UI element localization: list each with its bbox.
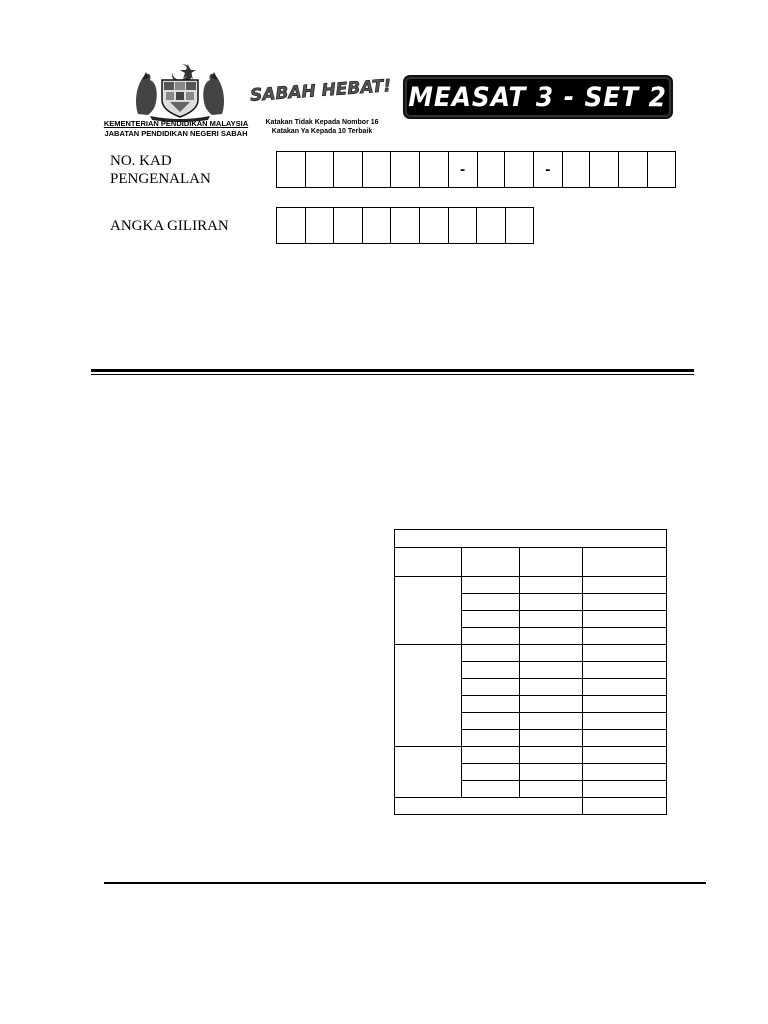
ministry-name: KEMENTERIAN PENDIDIKAN MALAYSIA xyxy=(103,119,249,128)
section-cell xyxy=(395,577,462,645)
table-cell xyxy=(462,594,520,611)
exam-title-banner xyxy=(403,75,673,119)
index-digit-box[interactable] xyxy=(363,208,392,243)
table-cell xyxy=(520,594,583,611)
table-cell xyxy=(520,611,583,628)
table-cell[interactable] xyxy=(583,713,667,730)
table-cell xyxy=(462,747,520,764)
table-row xyxy=(395,747,667,764)
table-cell[interactable] xyxy=(583,679,667,696)
sabah-hebat-logo-text: SABAH HEBAT! xyxy=(249,76,392,106)
ic-number-boxes xyxy=(276,151,676,188)
section-divider-thin xyxy=(91,374,694,375)
table-cell[interactable] xyxy=(583,730,667,747)
table-cell xyxy=(520,713,583,730)
section-cell xyxy=(395,645,462,747)
ic-number-label-line-2: PENGENALAN xyxy=(110,171,211,187)
index-digit-box[interactable] xyxy=(506,208,535,243)
table-header-cell xyxy=(520,548,583,577)
table-cell xyxy=(520,679,583,696)
index-digit-box[interactable] xyxy=(449,208,478,243)
ic-number-label-line-1: NO. KAD xyxy=(110,153,172,169)
table-cell xyxy=(462,662,520,679)
table-cell[interactable] xyxy=(583,645,667,662)
table-header-cell xyxy=(583,548,667,577)
table-cell xyxy=(520,747,583,764)
table-header-row xyxy=(395,548,667,577)
section-divider-thick xyxy=(91,369,694,372)
table-total-row xyxy=(395,798,667,815)
table-cell[interactable] xyxy=(583,747,667,764)
table-cell xyxy=(462,679,520,696)
ic-digit-box[interactable] xyxy=(306,152,335,187)
table-row xyxy=(395,645,667,662)
table-cell xyxy=(462,628,520,645)
table-cell xyxy=(520,577,583,594)
ic-separator: - xyxy=(460,161,466,178)
table-cell xyxy=(520,645,583,662)
table-cell[interactable] xyxy=(583,611,667,628)
ic-digit-box[interactable] xyxy=(648,152,677,187)
table-cell[interactable] xyxy=(583,577,667,594)
ic-digit-box[interactable] xyxy=(562,152,591,187)
slogan-line-1: Katakan Tidak Kepada Nombor 16 xyxy=(265,119,379,126)
table-cell xyxy=(462,577,520,594)
table-cell xyxy=(462,781,520,798)
table-cell xyxy=(462,611,520,628)
index-digit-box[interactable] xyxy=(306,208,335,243)
index-digit-box[interactable] xyxy=(420,208,449,243)
footer-divider xyxy=(104,882,706,884)
table-cell xyxy=(520,781,583,798)
ic-digit-box[interactable] xyxy=(477,152,506,187)
index-digit-box[interactable] xyxy=(391,208,420,243)
table-cell xyxy=(520,696,583,713)
exam-title: MEASAT 3 - SET 2 xyxy=(408,81,668,113)
ic-digit-box[interactable] xyxy=(277,152,306,187)
score-table xyxy=(394,529,667,815)
index-digit-box[interactable] xyxy=(334,208,363,243)
total-label-cell xyxy=(395,798,583,815)
sabah-hebat-logo xyxy=(249,66,392,122)
ic-digit-box[interactable] xyxy=(334,152,363,187)
table-header-cell xyxy=(462,548,520,577)
malaysia-coat-of-arms-icon xyxy=(130,62,230,120)
table-cell[interactable] xyxy=(583,696,667,713)
ic-digit-box[interactable] xyxy=(363,152,392,187)
table-cell xyxy=(462,730,520,747)
index-digit-box[interactable] xyxy=(277,208,306,243)
ic-digit-box[interactable] xyxy=(505,152,534,187)
table-row xyxy=(395,577,667,594)
table-cell xyxy=(520,628,583,645)
table-header-cell xyxy=(395,548,462,577)
table-cell[interactable] xyxy=(583,594,667,611)
table-cell xyxy=(520,764,583,781)
ic-digit-box[interactable] xyxy=(590,152,619,187)
table-cell xyxy=(520,662,583,679)
section-cell xyxy=(395,747,462,798)
table-cell xyxy=(395,530,667,548)
index-number-boxes xyxy=(276,207,534,244)
index-number-label: ANGKA GILIRAN xyxy=(110,218,229,234)
table-cell[interactable] xyxy=(583,662,667,679)
department-name: JABATAN PENDIDIKAN NEGERI SABAH xyxy=(104,129,248,138)
slogan-line-2: Katakan Ya Kepada 10 Terbaik xyxy=(271,128,373,135)
table-cell xyxy=(462,764,520,781)
total-value-cell[interactable] xyxy=(583,798,667,815)
table-title-row xyxy=(395,530,667,548)
ic-digit-box[interactable] xyxy=(391,152,420,187)
table-cell[interactable] xyxy=(583,781,667,798)
ic-separator: - xyxy=(545,161,551,178)
ic-digit-box[interactable] xyxy=(420,152,449,187)
table-cell xyxy=(462,696,520,713)
table-cell xyxy=(462,713,520,730)
table-cell[interactable] xyxy=(583,764,667,781)
table-cell xyxy=(462,645,520,662)
table-cell xyxy=(520,730,583,747)
ic-digit-box[interactable] xyxy=(619,152,648,187)
table-cell[interactable] xyxy=(583,628,667,645)
index-digit-box[interactable] xyxy=(477,208,506,243)
